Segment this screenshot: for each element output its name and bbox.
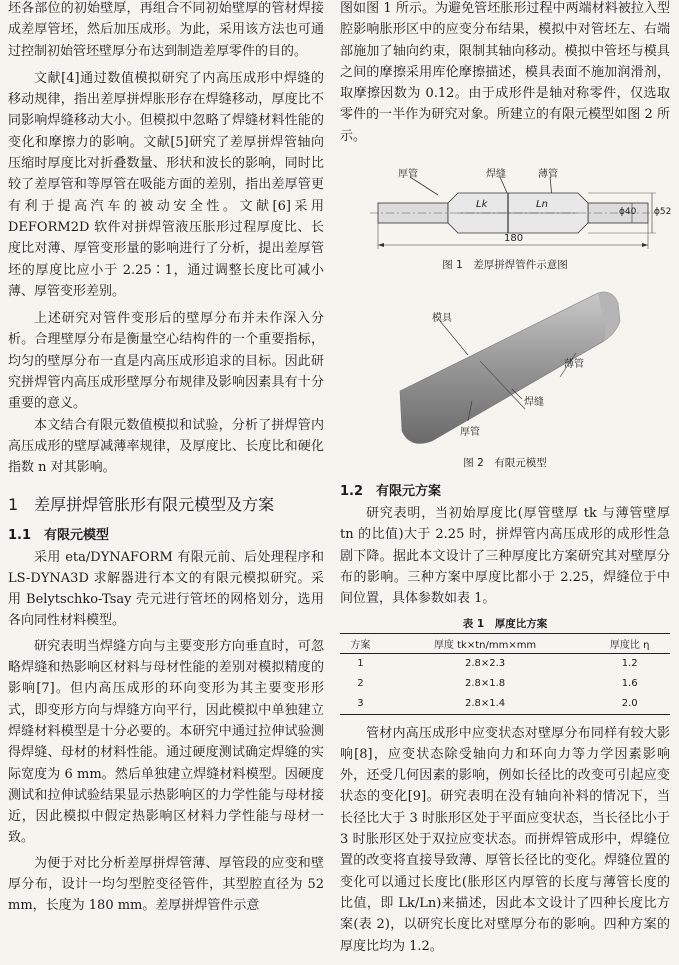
- label-lk: Lk: [476, 199, 488, 211]
- column-header: 方案: [340, 633, 381, 653]
- subsection-heading: 1.1 有限元模型: [8, 527, 110, 543]
- table-cell: 2: [357, 678, 364, 690]
- table-cell: 2.8×1.4: [381, 694, 590, 715]
- paragraph: 研究表明，当初始厚度比(厚管壁厚 tk 与薄管壁厚 tn 的比值)大于 2.25 时，拼焊管内高压成形的成形性急剧下降。据此本文设计了三种厚度比方案研究其对壁厚分布的影响。三种方案中厚度比都小于 2.25，焊缝位于中间位置，具体参数如表 1。: [340, 506, 670, 607]
- table-cell: 1.6: [621, 678, 638, 690]
- left-column: [8, 0, 324, 917]
- table-cell: 2.8×2.3: [464, 658, 506, 670]
- subsection-heading: 1.2 有限元方案: [340, 484, 442, 500]
- paragraph: 采用 eta/DYNAFORM 有限元前、后处理程序和 LS-DYNA3D 求解器进行本文的有限元模拟研究。采用 Belytschko-Tsay 壳元进行管坯的网格划分，选用各向同性材料模型。: [8, 549, 324, 629]
- figure-2-caption: 图 2 有限元模型: [463, 457, 547, 470]
- figure-1-caption: 图 1 差厚拼焊管件示意图: [442, 259, 568, 272]
- paragraph: 为便于对比分析差厚拼焊管薄、厚管段的应变和壁厚分布，设计一均匀型腔变径管件，其型腔直径为 52 mm，长度为 180 mm。差厚拼焊管件示意: [8, 855, 324, 914]
- table-row: [340, 674, 670, 694]
- paragraph: 本文结合有限元数值模拟和试验，分析了拼焊管内高压成形的壁厚减薄率规律，及厚度比、长度比和硬化指数 n 对其影响。: [8, 417, 324, 476]
- right-column: [340, 0, 670, 957]
- label-thin-tube: 薄管: [538, 169, 558, 181]
- label-length: 180: [504, 233, 524, 245]
- label-ln: Ln: [536, 199, 548, 211]
- fe-model-render: [340, 281, 670, 451]
- paragraph: 研究表明当焊缝方向与主要变形方向垂直时，可忽略焊缝和热影响区材料与母材性能的差别对模拟精度的影响[7]。但内高压成形的环向变形为其主要变形形式，即变形方向与焊缝方向平行，因此模拟中单独建立焊缝材料模型是十分必要的。本研究中通过拉伸试验测得焊缝、母材的材料性能。通过硬度测试确定焊缝的实际宽度为 6 mm。然后单独建立焊缝材料模型。因硬度测试和拉伸试验结果显示热影响区的力学性能与母材接近，因此模拟中假定热影响区材料力学性能与母材一致。: [8, 638, 324, 846]
- label-thick-tube: 厚管: [460, 427, 480, 439]
- paragraph: 坯各部位的初始壁厚，再组合不同初始壁厚的管材焊接成差厚管坯，然后加压成形。为此，采用该方法也可通过控制初始管坯壁厚分布达到制造差厚零件的目的。: [8, 1, 324, 59]
- label-d40: ϕ40: [619, 207, 637, 218]
- table-cell: 2.8×1.8: [464, 678, 506, 690]
- label-die: 模具: [432, 313, 452, 325]
- label-weld: 焊缝: [486, 169, 506, 181]
- table-title: 表 1 厚度比方案: [462, 617, 548, 630]
- table-row: [340, 653, 670, 674]
- figure-2: [340, 281, 670, 473]
- table-cell: 3: [340, 694, 381, 715]
- label-thin-tube: 薄管: [564, 359, 584, 371]
- figure-1: [340, 157, 670, 275]
- table-1: [340, 616, 670, 715]
- paragraph: 管材内高压成形中应变状态对壁厚分布同样有较大影响[8]，应变状态除受轴向力和环向力等力学因素影响外，还受几何因素的影响，例如长径比的改变可引起应变状态的变化[9]。研究表明在没有轴向补料的情况下，当长径比大于 3 时胀形区处于平面应变状态，当长径比小于 3 时胀形区处于双拉应变状态。而拼焊管成形中，焊缝位置的改变将直接导致薄、厚管长径比的变化。焊缝位置的变化可以通过长度比(胀形区内厚管的长度与薄管长度的比值，即 Lk/Ln)来描述，因此本文设计了四种长度比方案(表 2)，以研究长度比对壁厚分布的影响。四种方案的厚度比均为 1.2。: [340, 725, 670, 954]
- table-cell: 2.0: [589, 694, 670, 715]
- label-d52: ϕ52: [654, 207, 672, 218]
- label-weld: 焊缝: [524, 397, 544, 409]
- paragraph: 上述研究对管件变形后的壁厚分布并未作深入分析。合理壁厚分布是衡量空心结构件的一个重要指标，均匀的壁厚分布一直是内高压成形追求的目标。因此研究拼焊管内高压成形壁厚分布规律及影响因素具有十分重要的意义。: [8, 311, 324, 412]
- label-thick-tube: 厚管: [398, 169, 418, 181]
- table-cell: 1.2: [621, 658, 638, 670]
- column-header: 厚度比 η: [589, 633, 670, 653]
- table-row: [340, 694, 670, 715]
- paragraph: 图如图 1 所示。为避免管坯胀形过程中两端材料被拉入型腔影响胀形区中的应变分布结果，模拟中对管坯左、右端部施加了轴向约束，限制其轴向移动。模拟中管坯与模具之间的摩擦采用库伦摩擦描述，模具表面不施加润滑剂，取摩擦因数为 0.12。由于成形件是轴对称零件，仅选取零件的一半作为研究对象。所建立的有限元模型如图 2 所示。: [340, 1, 670, 144]
- thickness-ratio-table: [340, 633, 670, 715]
- table-cell: 1: [357, 658, 364, 670]
- paragraph: 文献[4]通过数值模拟研究了内高压成形中焊缝的移动规律，指出差厚拼焊胀形存在焊缝移动，厚度比不同影响焊缝移动大小。但模拟中忽略了焊缝材料性能的变化和摩擦力的影响。文献[5]研究了差厚拼焊管轴向压缩时厚度比对折叠数量、形状和波长的影响，同时比较了差厚管和等厚管在吸能方面的差别，指出差厚管更有利于提高汽车的被动安全性。文献[6]采用 DEFORM2D 软件对拼焊管液压胀形过程厚度比、长度比对薄、厚管变形量的影响进行了分析，提出差厚管坯的厚度比应小于 2.25∶1，通过调整长度比可减小薄、厚管变形差别。: [8, 70, 324, 299]
- section-heading: 1 差厚拼焊管胀形有限元模型及方案: [8, 494, 275, 514]
- column-header: 厚度 tk×tn/mm×mm: [381, 633, 590, 653]
